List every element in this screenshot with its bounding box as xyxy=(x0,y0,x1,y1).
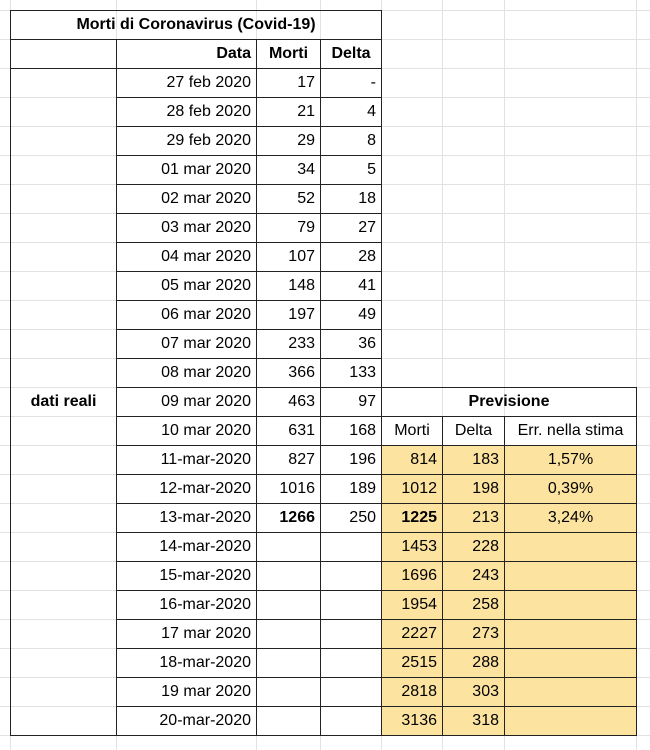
row-morti[interactable] xyxy=(256,677,321,707)
forecast-morti[interactable]: 1012 xyxy=(381,474,443,504)
row-date[interactable]: 16-mar-2020 xyxy=(116,590,257,620)
row-delta[interactable] xyxy=(320,648,382,678)
row-morti[interactable]: 463 xyxy=(256,387,321,417)
row-date[interactable]: 15-mar-2020 xyxy=(116,561,257,591)
forecast-morti[interactable]: 1453 xyxy=(381,532,443,562)
forecast-delta[interactable]: 213 xyxy=(442,503,505,533)
row-morti[interactable] xyxy=(256,706,321,736)
row-morti[interactable]: 148 xyxy=(256,271,321,301)
row-delta[interactable]: 36 xyxy=(320,329,382,359)
forecast-delta[interactable]: 198 xyxy=(442,474,505,504)
row-delta[interactable]: 196 xyxy=(320,445,382,475)
forecast-morti[interactable]: 2515 xyxy=(381,648,443,678)
row-morti[interactable]: 631 xyxy=(256,416,321,446)
row-morti[interactable]: 1266 xyxy=(256,503,321,533)
row-delta[interactable]: 189 xyxy=(320,474,382,504)
forecast-morti[interactable]: 1696 xyxy=(381,561,443,591)
forecast-delta[interactable]: 318 xyxy=(442,706,505,736)
row-date[interactable]: 08 mar 2020 xyxy=(116,358,257,388)
row-delta[interactable] xyxy=(320,532,382,562)
row-date[interactable]: 17 mar 2020 xyxy=(116,619,257,649)
forecast-morti[interactable]: 1954 xyxy=(381,590,443,620)
row-date[interactable]: 27 feb 2020 xyxy=(116,68,257,98)
row-morti[interactable] xyxy=(256,648,321,678)
forecast-err[interactable] xyxy=(504,590,637,620)
forecast-err[interactable] xyxy=(504,648,637,678)
row-morti[interactable] xyxy=(256,561,321,591)
forecast-delta[interactable]: 243 xyxy=(442,561,505,591)
forecast-morti[interactable]: 3136 xyxy=(381,706,443,736)
row-morti[interactable]: 21 xyxy=(256,97,321,127)
header-data[interactable]: Data xyxy=(116,39,257,69)
row-date[interactable]: 11-mar-2020 xyxy=(116,445,257,475)
row-date[interactable]: 28 feb 2020 xyxy=(116,97,257,127)
sheet-title[interactable]: Morti di Coronavirus (Covid-19) xyxy=(10,10,382,40)
row-delta[interactable] xyxy=(320,561,382,591)
forecast-err[interactable] xyxy=(504,532,637,562)
forecast-err[interactable]: 3,24% xyxy=(504,503,637,533)
row-date[interactable]: 01 mar 2020 xyxy=(116,155,257,185)
forecast-header-delta[interactable]: Delta xyxy=(442,416,505,446)
forecast-err[interactable] xyxy=(504,677,637,707)
row-delta[interactable]: 250 xyxy=(320,503,382,533)
row-delta[interactable]: - xyxy=(320,68,382,98)
row-date[interactable]: 14-mar-2020 xyxy=(116,532,257,562)
row-morti[interactable]: 52 xyxy=(256,184,321,214)
forecast-delta[interactable]: 288 xyxy=(442,648,505,678)
row-morti[interactable] xyxy=(256,590,321,620)
row-date[interactable]: 29 feb 2020 xyxy=(116,126,257,156)
row-delta[interactable]: 8 xyxy=(320,126,382,156)
row-morti[interactable]: 17 xyxy=(256,68,321,98)
row-delta[interactable]: 28 xyxy=(320,242,382,272)
header-blank[interactable] xyxy=(10,39,117,69)
row-morti[interactable]: 827 xyxy=(256,445,321,475)
row-morti[interactable]: 34 xyxy=(256,155,321,185)
row-date[interactable]: 20-mar-2020 xyxy=(116,706,257,736)
row-morti[interactable] xyxy=(256,619,321,649)
row-delta[interactable] xyxy=(320,590,382,620)
forecast-err[interactable]: 0,39% xyxy=(504,474,637,504)
row-date[interactable]: 05 mar 2020 xyxy=(116,271,257,301)
row-date[interactable]: 04 mar 2020 xyxy=(116,242,257,272)
forecast-err[interactable] xyxy=(504,561,637,591)
row-delta[interactable]: 133 xyxy=(320,358,382,388)
forecast-delta[interactable]: 303 xyxy=(442,677,505,707)
forecast-header-morti[interactable]: Morti xyxy=(381,416,443,446)
row-date[interactable]: 06 mar 2020 xyxy=(116,300,257,330)
forecast-morti[interactable]: 2818 xyxy=(381,677,443,707)
row-date[interactable]: 19 mar 2020 xyxy=(116,677,257,707)
row-delta[interactable] xyxy=(320,706,382,736)
row-morti[interactable]: 366 xyxy=(256,358,321,388)
forecast-delta[interactable]: 258 xyxy=(442,590,505,620)
row-date[interactable]: 12-mar-2020 xyxy=(116,474,257,504)
row-morti[interactable] xyxy=(256,532,321,562)
forecast-delta[interactable]: 183 xyxy=(442,445,505,475)
forecast-morti[interactable]: 814 xyxy=(381,445,443,475)
row-date[interactable]: 09 mar 2020 xyxy=(116,387,257,417)
row-date[interactable]: 10 mar 2020 xyxy=(116,416,257,446)
forecast-err[interactable] xyxy=(504,706,637,736)
row-delta[interactable] xyxy=(320,619,382,649)
forecast-header-err[interactable]: Err. nella stima xyxy=(504,416,637,446)
row-morti[interactable]: 79 xyxy=(256,213,321,243)
forecast-morti[interactable]: 2227 xyxy=(381,619,443,649)
forecast-delta[interactable]: 228 xyxy=(442,532,505,562)
row-date[interactable]: 07 mar 2020 xyxy=(116,329,257,359)
row-delta[interactable]: 168 xyxy=(320,416,382,446)
row-date[interactable]: 02 mar 2020 xyxy=(116,184,257,214)
row-delta[interactable]: 41 xyxy=(320,271,382,301)
forecast-delta[interactable]: 273 xyxy=(442,619,505,649)
row-delta[interactable]: 97 xyxy=(320,387,382,417)
row-morti[interactable]: 197 xyxy=(256,300,321,330)
row-delta[interactable]: 49 xyxy=(320,300,382,330)
forecast-err[interactable] xyxy=(504,619,637,649)
forecast-title[interactable]: Previsione xyxy=(381,387,637,417)
row-delta[interactable]: 27 xyxy=(320,213,382,243)
forecast-err[interactable]: 1,57% xyxy=(504,445,637,475)
row-delta[interactable]: 18 xyxy=(320,184,382,214)
forecast-morti[interactable]: 1225 xyxy=(381,503,443,533)
row-date[interactable]: 13-mar-2020 xyxy=(116,503,257,533)
row-date[interactable]: 18-mar-2020 xyxy=(116,648,257,678)
row-delta[interactable]: 5 xyxy=(320,155,382,185)
header-delta[interactable]: Delta xyxy=(320,39,382,69)
row-morti[interactable]: 29 xyxy=(256,126,321,156)
row-delta[interactable] xyxy=(320,677,382,707)
row-morti[interactable]: 1016 xyxy=(256,474,321,504)
row-delta[interactable]: 4 xyxy=(320,97,382,127)
row-date[interactable]: 03 mar 2020 xyxy=(116,213,257,243)
row-morti[interactable]: 107 xyxy=(256,242,321,272)
header-morti[interactable]: Morti xyxy=(256,39,321,69)
side-label[interactable]: dati reali xyxy=(10,68,117,736)
row-morti[interactable]: 233 xyxy=(256,329,321,359)
